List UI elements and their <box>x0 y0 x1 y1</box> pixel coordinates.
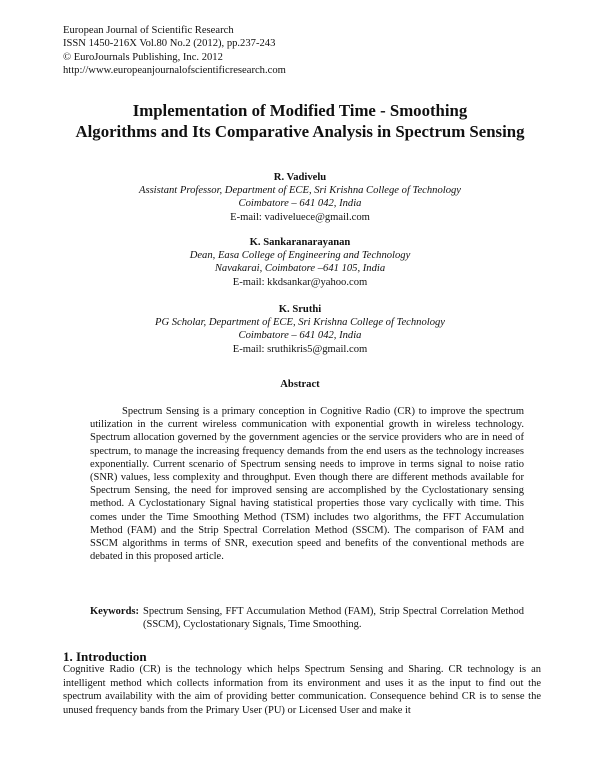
abstract-text: Spectrum Sensing is a primary conception in Cognitive Radio (CR) to improve the spectrum utilization in the current wireless communication with exponential growth in wireless technology. Spectrum allocation governed by the government agencies or the service providers who are in need of spectrum, to manage the increasing frequency demands from the end users as the technology increases exponentially. Current scenario of Spectrum sensing needs to improve in terms signal to noise ratio (SNR) values, less complexity and throughput. Even though there are different methods available for Spectrum Sensing, the need for improved sensing are accomplished by the Cyclostationary sensing method. A Cyclostationary Signal having statistical properties those vary cyclically with time. This comes under the Time Smoothing Method (TSM) includes two algorithms, the FFT Accumulation Method (FAM) and the Strip Spectral Correlation Method (SSCM). The comparison of FAM and SSCM algorithms in terms of SNR, execution speed and benefits of the conventional methods are debated in this proposed article. <box>90 406 524 563</box>
keywords-label: Keywords: <box>90 606 139 617</box>
issn-line: ISSN 1450-216X Vol.80 No.2 (2012), pp.237-243 <box>63 38 276 50</box>
author-name: R. Vadivelu <box>273 172 327 183</box>
author-block-2 <box>40 236 560 289</box>
introduction-text: Cognitive Radio (CR) is the technology which helps Spectrum Sensing and Sharing. CR technology is an intelligent method which collects information from its environment and uses it as the input to find out the spectrum availability with the aim of providing better communication. Consequence behind CR is to sense the unused frequency bands from the Primary User (PU) or Licensed User and make it <box>63 664 541 716</box>
author-block-1 <box>40 171 560 224</box>
author-block-3 <box>40 303 560 356</box>
paper-title <box>40 100 560 142</box>
journal-name: European Journal of Scientific Research <box>63 25 234 36</box>
section-heading: 1. Introduction <box>63 649 147 664</box>
title-line-2: Algorithms and Its Comparative Analysis in Spectrum Sensing <box>75 122 525 141</box>
author-email[interactable]: E-mail: vadiveluece@gmail.com <box>230 211 370 223</box>
title-line-1: Implementation of Modified Time - Smoothing <box>132 101 468 120</box>
author-email[interactable]: E-mail: kkdsankar@yahoo.com <box>232 276 368 288</box>
abstract-heading: Abstract <box>280 379 320 390</box>
author-location: Coimbatore – 641 042, India <box>238 330 362 342</box>
publisher-line: © EuroJournals Publishing, Inc. 2012 <box>63 51 223 63</box>
author-location: Coimbatore – 641 042, India <box>238 198 362 210</box>
author-affiliation: Assistant Professor, Department of ECE, Sri Krishna College of Technology <box>138 185 462 197</box>
author-location: Navakarai, Coimbatore –641 105, India <box>214 263 386 275</box>
author-affiliation: PG Scholar, Department of ECE, Sri Krishna College of Technology <box>154 317 446 329</box>
author-email[interactable]: E-mail: sruthikris5@gmail.com <box>232 343 368 355</box>
author-affiliation: Dean, Easa College of Engineering and Technology <box>189 250 411 262</box>
keywords <box>90 605 524 632</box>
keywords-text: Spectrum Sensing, FFT Accumulation Method (FAM), Strip Spectral Correlation Method (SSCM), Cyclostationary Signals, Time Smoothing. <box>143 606 524 631</box>
journal-url[interactable]: http://www.europeanjournalofscientificresearch.com <box>63 65 286 77</box>
author-name: K. Sruthi <box>278 304 322 315</box>
author-name: K. Sankaranarayanan <box>249 237 351 248</box>
journal-header <box>63 24 286 78</box>
